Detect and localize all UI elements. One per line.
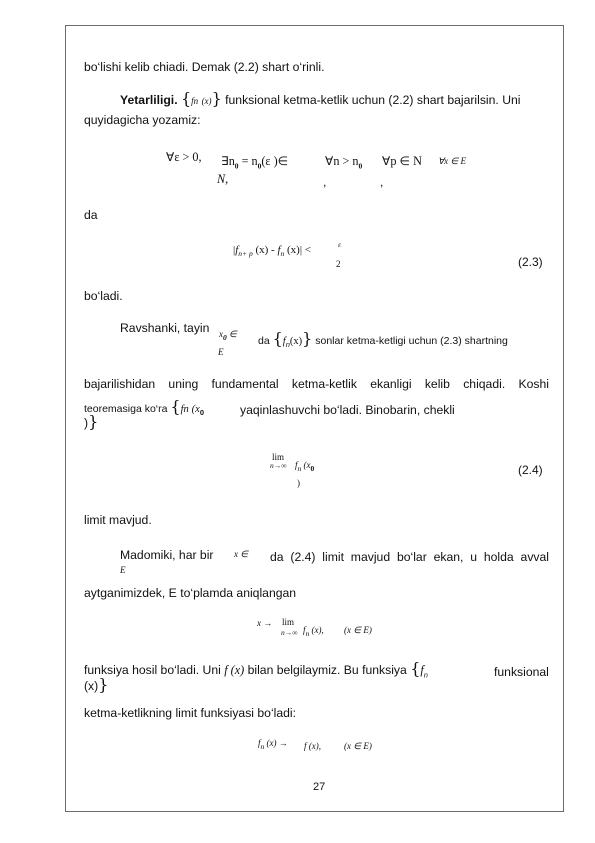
paragraph-3-rest: da $\{f_n(x)\}$ sonlar ketma-ketligi uchun (2.3) shartning [258,329,508,350]
map-lim: lim [282,617,295,627]
paragraph-4-start: Madomiki, har bir [120,548,214,562]
map-x: x → [257,618,273,628]
boladi-text: bo‘ladi. [84,289,123,303]
paragraph-5-end: funksional [494,665,549,679]
limit-mavjud-text: limit mavjud. [84,513,152,527]
eq24-fn: $f_n$ ($x_0$ [295,460,315,473]
paragraph-2-text: funksional ketma-ketlik uchun (2.2) shart bajarilsin. Uni [225,93,521,107]
brace-open: { [180,89,192,108]
paragraph-3-line2: bajarilishidan uning fundamental ketma-ketlik ekanligi kelib chiqadi. Koshi [84,377,549,391]
abs-bar-right: | [299,244,303,256]
paragraph-5-line2: ketma-ketlikning limit funksiyasi bo‘ladi: [84,706,297,720]
lim-24: lim [272,452,285,462]
equation-number-2-3: (2.3) [518,255,543,269]
fn-symbol: fn [191,96,199,106]
eps-numerator: ε [338,240,341,249]
page-number: 27 [313,781,326,793]
two-denominator: 2 [336,259,341,269]
heading-yetarliligi: Yetarliligi. [120,93,178,107]
eq24-close: ) [297,478,300,488]
paragraph-2 [120,90,520,108]
set-N: N, [217,172,229,186]
map-cond: (x ∈ E) [344,625,372,635]
map-fn: $f_n$ (x), [303,625,324,638]
x0-in: $x_0$ ∈ [219,329,237,342]
paragraph-4-line2: aytganimizdek, E to‘plamda aniqlangan [84,586,297,600]
exists-n0: $\exists n_0 = n_0(\varepsilon$ )∈ [221,154,289,171]
last-eq-fn: $f_n$ (x) → [258,738,288,751]
teorema-text: teoremasiga ko‘ra {fn ($x_0$ [84,397,205,418]
paragraph-1: bo‘lishi kelib chiadi. Demak (2.2) shart o‘rinli. [84,60,325,74]
lim-24-under: n→∞ [270,461,287,470]
set-E: E [218,347,224,357]
paragraph-3-line3: yaqinlashuvchi bo‘ladi. Binobarin, chekli [240,403,455,417]
fn-arg: (x) [201,96,212,106]
abs-bar-left: | [233,244,236,256]
last-eq-cond: (x ∈ E) [344,741,372,751]
paragraph-4-rest: da (2.4) limit mavjud bo‘lar ekan, u holda avval [270,550,549,564]
brace-close: } [211,89,222,108]
x-in: x ∈ [234,549,249,559]
forall-eps: ∀ε > 0, [166,150,202,164]
set-E-2: E [120,565,126,575]
last-eq-fx: f (x), [304,741,321,751]
equation-2-3: $|f_{n+ p}$ $(x) - f_n$ (x)| < [233,244,312,259]
da-text: da [84,208,98,222]
paragraph-3-start: Ravshanki, tayin [120,321,210,335]
page-frame [65,25,564,812]
map-lim-under: n→∞ [281,628,298,637]
paragraph-5: funksiya hosil bo‘ladi. Uni f (x) bilan belgilaymiz. Bu funksiya {$f_n$ [84,659,428,680]
equation-number-2-4: (2.4) [518,463,543,477]
teorema-close: )} [84,412,99,431]
paragraph-5-x: (x)} [84,675,109,694]
forall-n: ∀n > $n_0$ [325,154,363,171]
forall-p: ∀p ∈ N [382,154,422,168]
comma-1: , [323,175,327,189]
comma-2: , [380,175,384,189]
paragraph-2-line2: quyidagicha yozamiz: [84,113,201,127]
forall-x: ∀x ∈ E [438,156,466,166]
